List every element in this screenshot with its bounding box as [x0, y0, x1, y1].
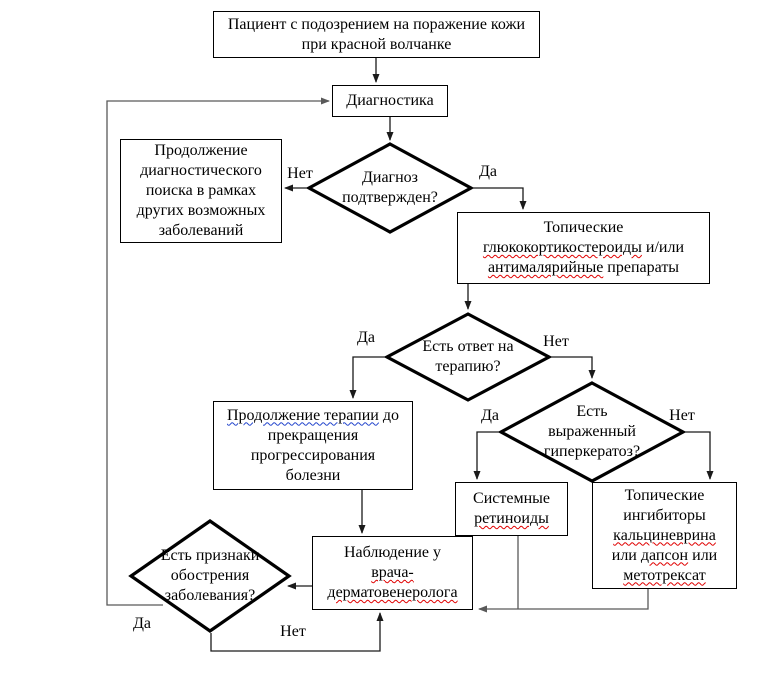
node-diagnostics [332, 85, 448, 117]
text-run: других возможных [136, 202, 266, 219]
text-run: поиска в рамках [145, 182, 257, 199]
edge-label-yes-2: Да [356, 329, 376, 346]
edge-label-no-3: Нет [669, 407, 695, 424]
text-run: дерматовенеролога [327, 584, 458, 601]
edge-confirmed-yes [472, 188, 523, 209]
text-run: прекращения [267, 426, 359, 444]
node-text-topical-inhibitors [609, 486, 720, 586]
node-continue-search [120, 139, 282, 243]
text-run: дапсон [640, 546, 689, 564]
edge-response-no [551, 357, 592, 378]
text-run: препараты [603, 259, 680, 276]
text-run: Есть признаки [160, 547, 260, 564]
edge-label-yes-3: Да [480, 407, 500, 424]
node-text-exacerbation [158, 546, 263, 606]
text-run: Пациент с подозрением на поражение кожи [227, 15, 526, 33]
node-text-therapy-response [419, 337, 516, 377]
text-run: или [688, 546, 718, 564]
text-run: метотрексат [623, 566, 706, 584]
text-run: врача- [371, 564, 414, 581]
text-run: Топические [543, 219, 624, 236]
text-run: и/или [641, 239, 685, 256]
text-run: диагностического [140, 162, 262, 179]
text-run: Диагноз [361, 169, 418, 186]
text-run: Диагностика [346, 92, 434, 109]
text-run: или [611, 546, 641, 564]
text-run: до [378, 406, 399, 424]
node-text-diagnosis-confirmed [339, 168, 441, 208]
node-text-continue-search [134, 141, 269, 241]
node-text-systemic-retinoids [470, 489, 553, 529]
node-topical-inhibitors [592, 482, 737, 589]
text-run: Есть [576, 403, 608, 420]
node-text-observation [324, 543, 460, 603]
text-run: Системные [473, 490, 550, 507]
text-run: антималярийные [487, 259, 604, 276]
node-diagnosis-confirmed [307, 142, 473, 234]
node-systemic-retinoids [455, 482, 568, 536]
node-text-hyperkeratosis [541, 402, 643, 462]
edge-label-yes-1: Да [478, 163, 498, 180]
text-run: Продолжение [154, 142, 248, 159]
edge-label-no-4: Нет [280, 623, 306, 640]
node-text-diagnostics [343, 91, 436, 111]
text-run: гиперкератоз? [543, 443, 641, 460]
text-run: терапию? [435, 358, 501, 375]
text-run: болезни [285, 466, 341, 484]
text-run: обострения [170, 567, 250, 584]
node-exacerbation [129, 519, 291, 633]
text-run: глюкокортикостероиды [482, 239, 642, 256]
edge-label-no-1: Нет [287, 165, 313, 182]
text-run: Наблюдение у [344, 544, 441, 561]
node-observation [312, 536, 473, 610]
edge-label-yes-4: Да [132, 615, 152, 632]
text-run: прогрессирования [250, 446, 376, 464]
text-run: выраженный [548, 423, 636, 440]
node-topical-gcs [457, 212, 710, 284]
node-text-topical-gcs [480, 218, 687, 278]
edge-hyper-yes [477, 432, 499, 479]
text-run: Топические [624, 486, 705, 504]
text-run: заболевания? [164, 587, 256, 604]
edge-label-no-2: Нет [543, 333, 569, 350]
node-patient [213, 11, 540, 58]
text-run: кальциневрина [613, 526, 716, 544]
text-run: подтвержден? [342, 189, 438, 206]
text-run: Есть ответ на [422, 338, 514, 355]
node-continue-therapy [213, 401, 413, 490]
node-therapy-response [385, 312, 551, 402]
text-run: заболеваний [158, 222, 244, 239]
text-run: Продолжение терапии [227, 406, 379, 424]
node-text-patient [225, 15, 528, 55]
edge-inhibitors-to-observation [479, 589, 648, 609]
text-run: ингибиторы [623, 506, 706, 524]
text-run: ретиноиды [474, 510, 549, 527]
node-text-continue-therapy [224, 406, 402, 486]
text-run: при красной волчанке [301, 35, 452, 53]
edge-response-yes [353, 357, 385, 398]
edge-hyper-no [685, 432, 710, 479]
